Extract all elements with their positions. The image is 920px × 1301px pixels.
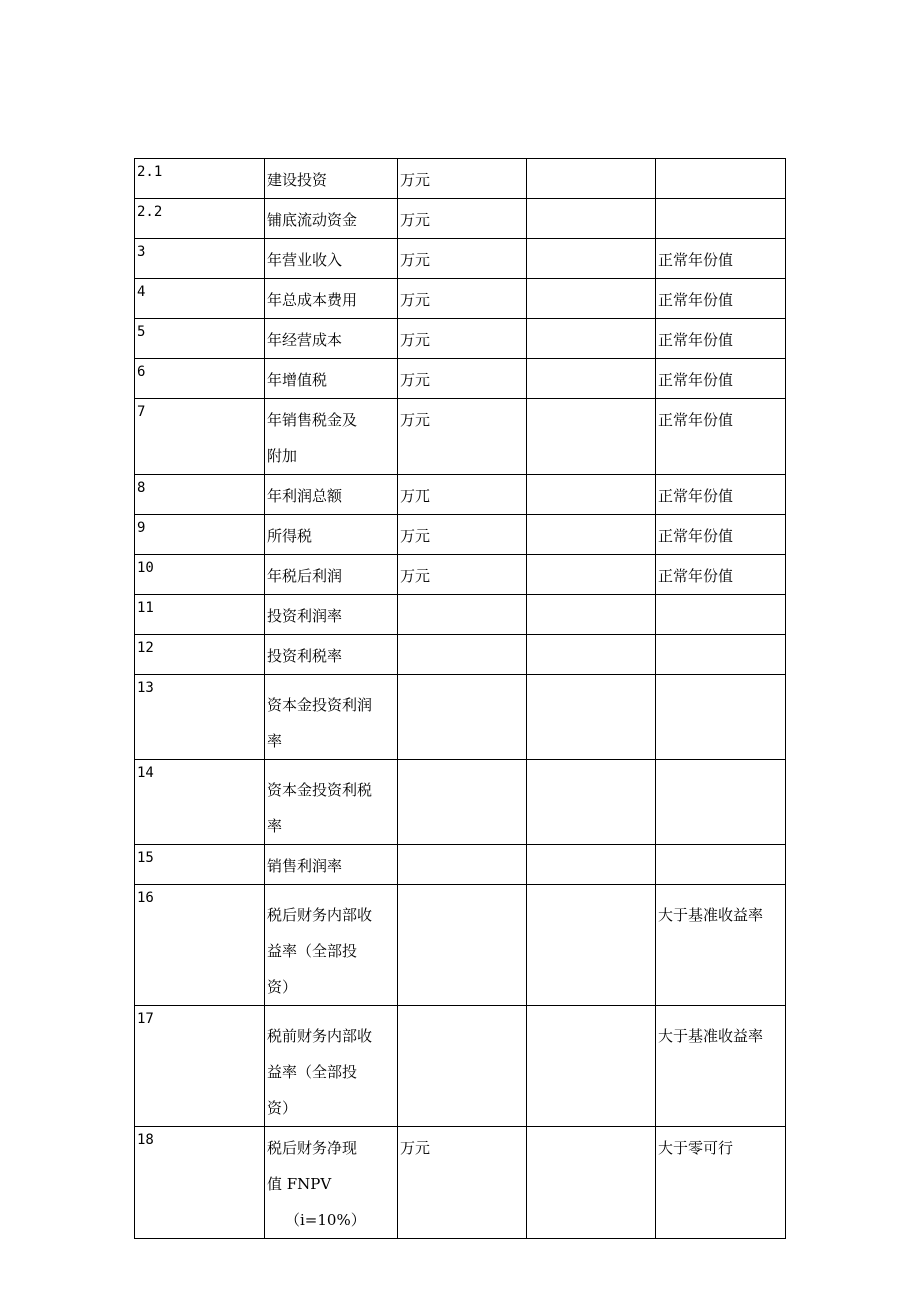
note-cell xyxy=(656,595,786,635)
row-number: 10 xyxy=(135,555,265,595)
note-cell: 正常年份值 xyxy=(656,279,786,319)
indicator-name: 投资利税率 xyxy=(265,635,398,675)
table-row xyxy=(135,760,786,845)
indicator-name-text: 税后财务净现 值 FNPV xyxy=(267,1139,358,1193)
row-number: 12 xyxy=(135,635,265,675)
note-cell: 正常年份值 xyxy=(656,475,786,515)
unit-cell xyxy=(398,595,527,635)
note-cell xyxy=(656,845,786,885)
table-row xyxy=(135,475,786,515)
value-cell xyxy=(527,845,656,885)
row-number: 16 xyxy=(135,885,265,1006)
table-row xyxy=(135,675,786,760)
unit-cell: 万元 xyxy=(398,199,527,239)
table-row xyxy=(135,595,786,635)
row-number: 7 xyxy=(135,399,265,475)
row-number: 6 xyxy=(135,359,265,399)
table-row xyxy=(135,515,786,555)
value-cell xyxy=(527,239,656,279)
table-row xyxy=(135,239,786,279)
indicator-name: 所得税 xyxy=(265,515,398,555)
row-number: 18 xyxy=(135,1127,265,1239)
note-cell xyxy=(656,159,786,199)
note-cell: 大于基准收益率 xyxy=(656,885,786,1006)
indicator-name: 税前财务内部收 益率（全部投 资） xyxy=(265,1006,398,1127)
note-cell: 正常年份值 xyxy=(656,239,786,279)
discount-rate-note: （i=10%） xyxy=(285,1211,366,1229)
value-cell xyxy=(527,1127,656,1239)
unit-cell: 万元 xyxy=(398,1127,527,1239)
indicator-name: 年总成本费用 xyxy=(265,279,398,319)
row-number: 2.1 xyxy=(135,159,265,199)
value-cell xyxy=(527,199,656,239)
unit-cell: 万元 xyxy=(398,399,527,475)
value-cell xyxy=(527,635,656,675)
table-row xyxy=(135,885,786,1006)
value-cell xyxy=(527,399,656,475)
unit-cell: 万元 xyxy=(398,239,527,279)
table-row xyxy=(135,159,786,199)
table-row xyxy=(135,359,786,399)
indicator-name: 年增值税 xyxy=(265,359,398,399)
row-number: 13 xyxy=(135,675,265,760)
row-number: 4 xyxy=(135,279,265,319)
note-cell xyxy=(656,675,786,760)
indicator-name: 年利润总额 xyxy=(265,475,398,515)
unit-cell: 万兀 xyxy=(398,475,527,515)
value-cell xyxy=(527,475,656,515)
unit-cell: 万元 xyxy=(398,279,527,319)
indicator-name: 建设投资 xyxy=(265,159,398,199)
value-cell xyxy=(527,359,656,399)
note-cell: 正常年份值 xyxy=(656,399,786,475)
note-cell: 正常年份值 xyxy=(656,515,786,555)
note-cell: 正常年份值 xyxy=(656,359,786,399)
unit-cell xyxy=(398,1006,527,1127)
financial-indicator-table xyxy=(134,158,786,1239)
value-cell xyxy=(527,555,656,595)
table-row xyxy=(135,1127,786,1239)
indicator-name: 销售利润率 xyxy=(265,845,398,885)
value-cell xyxy=(527,885,656,1006)
row-number: 11 xyxy=(135,595,265,635)
unit-cell: 万元 xyxy=(398,319,527,359)
value-cell xyxy=(527,319,656,359)
table-row xyxy=(135,319,786,359)
table-row xyxy=(135,279,786,319)
row-number: 8 xyxy=(135,475,265,515)
row-number: 3 xyxy=(135,239,265,279)
table-row xyxy=(135,635,786,675)
table-row xyxy=(135,399,786,475)
indicator-name: 年税后利润 xyxy=(265,555,398,595)
table-row xyxy=(135,845,786,885)
unit-cell xyxy=(398,635,527,675)
note-cell xyxy=(656,199,786,239)
indicator-name: 铺底流动资金 xyxy=(265,199,398,239)
indicator-name xyxy=(265,1127,398,1239)
value-cell xyxy=(527,675,656,760)
table-row xyxy=(135,555,786,595)
note-cell: 大于基准收益率 xyxy=(656,1006,786,1127)
unit-cell xyxy=(398,675,527,760)
row-number: 5 xyxy=(135,319,265,359)
indicator-name: 税后财务内部收 益率（全部投 资） xyxy=(265,885,398,1006)
row-number: 9 xyxy=(135,515,265,555)
indicator-name: 年营业收入 xyxy=(265,239,398,279)
unit-cell xyxy=(398,760,527,845)
value-cell xyxy=(527,279,656,319)
indicator-name: 资本金投资利润 率 xyxy=(265,675,398,760)
unit-cell xyxy=(398,845,527,885)
row-number: 15 xyxy=(135,845,265,885)
unit-cell: 万元 xyxy=(398,515,527,555)
value-cell xyxy=(527,1006,656,1127)
value-cell xyxy=(527,159,656,199)
unit-cell xyxy=(398,885,527,1006)
unit-cell: 万元 xyxy=(398,159,527,199)
value-cell xyxy=(527,760,656,845)
table-row xyxy=(135,1006,786,1127)
unit-cell: 万元 xyxy=(398,359,527,399)
indicator-name: 年销售税金及 附加 xyxy=(265,399,398,475)
value-cell xyxy=(527,515,656,555)
row-number: 14 xyxy=(135,760,265,845)
indicator-name: 资本金投资利税 率 xyxy=(265,760,398,845)
table-row xyxy=(135,199,786,239)
note-cell xyxy=(656,760,786,845)
row-number: 2.2 xyxy=(135,199,265,239)
indicator-name: 投资利润率 xyxy=(265,595,398,635)
value-cell xyxy=(527,595,656,635)
row-number: 17 xyxy=(135,1006,265,1127)
note-cell: 正常年份值 xyxy=(656,319,786,359)
indicator-name: 年经营成本 xyxy=(265,319,398,359)
note-cell: 正常年份值 xyxy=(656,555,786,595)
note-cell xyxy=(656,635,786,675)
unit-cell: 万元 xyxy=(398,555,527,595)
note-cell: 大于零可行 xyxy=(656,1127,786,1239)
